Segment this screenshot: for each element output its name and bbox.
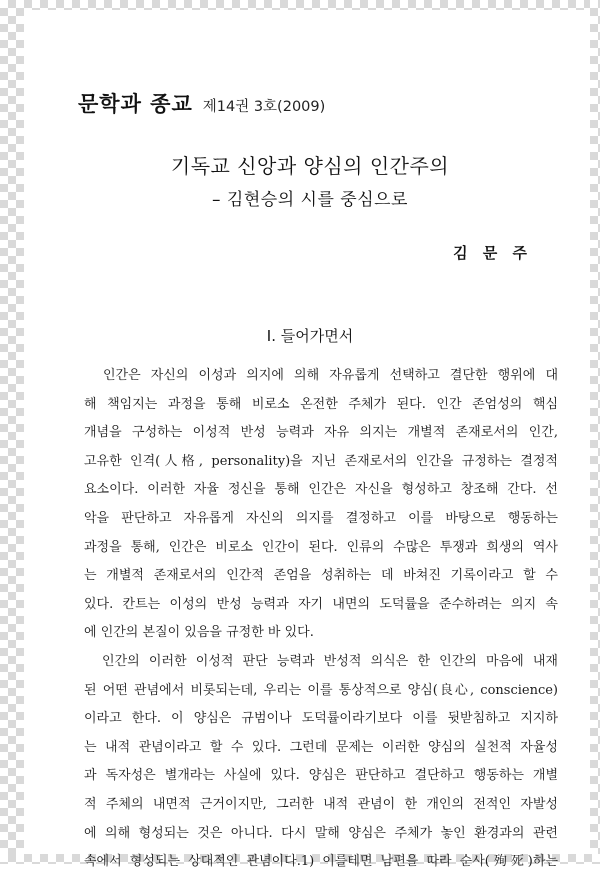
body-text [84,362,558,877]
body-line: 된 어떤 관념에서 비롯되는데, 우리는 이를 통상적으로 양심(良心, conscience) [84,682,558,698]
journal-header [78,88,325,118]
document-page [30,10,590,870]
transparency-border-top [0,0,600,10]
body-line: 인간의 이러한 이성적 판단 능력과 반성적 의식은 한 인간의 마음에 내재 [84,653,558,669]
body-line: 있다. 칸트는 이성의 반성 능력과 자기 내면의 도덕률을 준수하려는 의지 속 [84,596,558,612]
body-line: 개념을 구성하는 이성적 반성 능력과 자유 의지는 개별적 존재로서의 인간, [84,425,558,441]
article-subtitle: – 김현승의 시를 중심으로 [212,190,408,210]
body-line: 인간은 자신의 이성과 의지에 의해 자유롭게 선택하고 결단한 행위에 대 [84,368,558,383]
section-heading: Ⅰ. 들어가면서 [266,327,354,345]
body-line: 고유한 인격(人格, personality)을 지닌 존재로서의 인간을 규정하는 결정적 [84,453,558,469]
body-line: 는 개별적 존재로서의 인간적 존엄을 성취하는 데 바쳐진 기록이라고 할 수 [84,568,558,584]
journal-issue: 제14권 3호(2009) [202,99,326,115]
article-author: 김 문 주 [453,244,532,262]
journal-name: 문학과 종교 [78,92,193,116]
transparency-border-left [0,0,24,864]
body-line: 이라고 한다. 이 양심은 규범이나 도덕률이라기보다 이를 뒷받침하고 지지하 [84,711,558,727]
body-line: 악을 판단하고 자유롭게 자신의 의지를 결정하고 이를 바탕으로 행동하는 [84,510,558,526]
body-line: 에 인간의 본질이 있음을 규정한 바 있다. [84,625,314,641]
body-line: 적 주체의 내면적 근거이지만, 그러한 내적 관념이 한 개인의 전적인 자발성 [84,796,558,812]
body-line: 과 독자성은 별개라는 사실에 있다. 양심은 판단하고 결단하고 행동하는 개별 [84,768,558,784]
body-line: 에 의해 형성되는 것은 아니다. 다시 말해 양심은 주체가 놓인 환경과의 관련 [84,825,558,841]
body-line: 속에서 형성되는 상대적인 관념이다.1) 이를테면 남편을 따라 순사(殉死)하는 [84,854,558,870]
body-line: 과정을 통해, 인간은 비로소 인간이 된다. 인류의 수많은 투쟁과 희생의 역사 [84,539,558,555]
article-title: 기독교 신앙과 양심의 인간주의 [170,154,450,178]
body-line: 는 내적 관념이라고 할 수 있다. 그런데 문제는 이러한 양심의 실천적 자율성 [84,739,558,755]
body-line: 해 책임지는 과정을 통해 비로소 온전한 주체가 된다. 인간 존엄성의 핵심 [84,396,558,412]
body-line: 요소이다. 이러한 자율 정신을 통해 인간은 자신을 형성하고 창조해 간다. 선 [84,482,558,498]
transparency-border-right [590,0,600,864]
